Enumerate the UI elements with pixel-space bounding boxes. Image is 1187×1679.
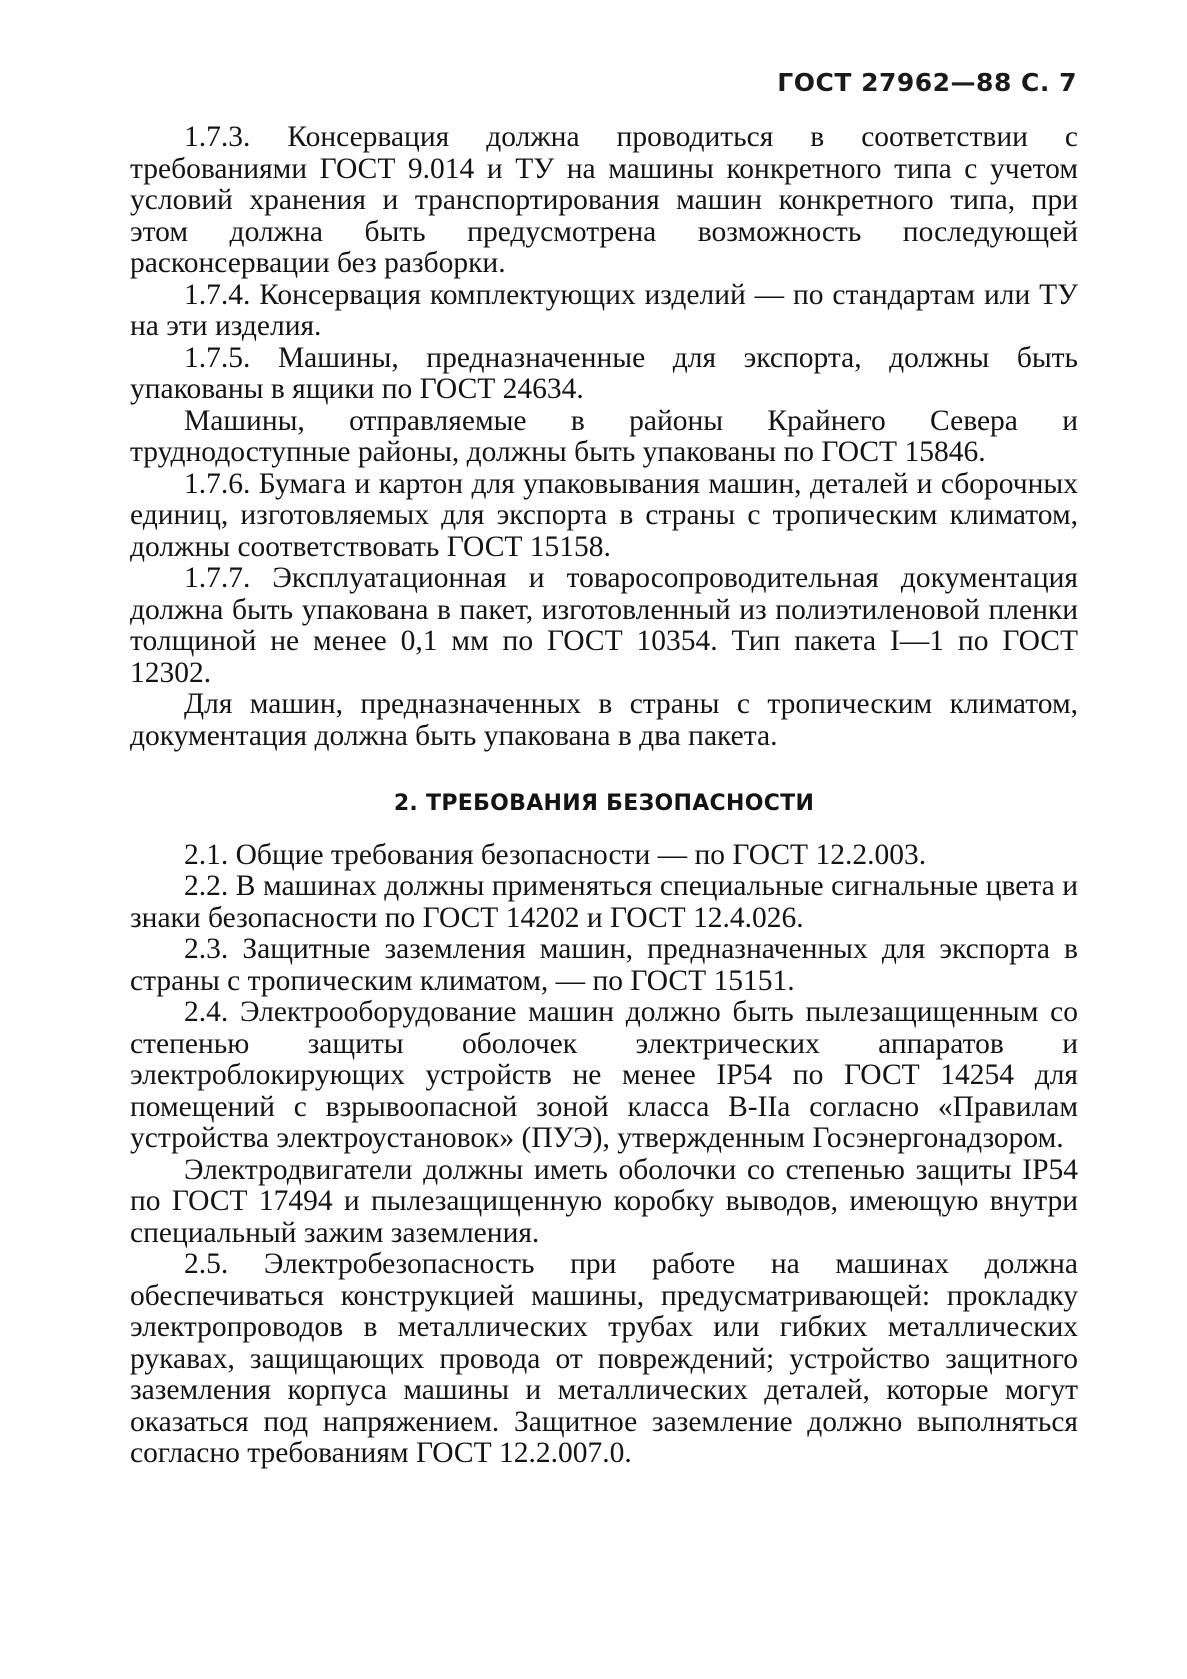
paragraph-motors: Электродвигатели должны иметь оболочки со степенью защиты IP54 по ГОСТ 17494 и пылезащищенную коробку выводов, имеющую внутри специальный зажим заземления. (130, 1153, 1078, 1249)
paragraph-1-7-6: 1.7.6. Бумага и картон для упаковывания машин, деталей и сборочных единиц, изготовляемых для экспорта в страны с тропическим климатом, должны соответствовать ГОСТ 15158. (130, 467, 1078, 563)
paragraph-2-2: 2.2. В машинах должны применяться специальные сигнальные цвета и знаки безопасности по ГОСТ 14202 и ГОСТ 12.4.026. (130, 870, 1078, 934)
paragraph-2-3: 2.3. Защитные заземления машин, предназначенных для экспорта в страны с тропическим климатом, — по ГОСТ 15151. (130, 933, 1078, 997)
paragraph-2-4: 2.4. Электрооборудование машин должно быть пылезащищенным со степенью защиты оболочек электрических аппаратов и электроблокирующих устройств не менее IP54 по ГОСТ 14254 для помещений с взрывоопасной зоной класса В-IIа согласно «Правилам устройства электроустановок» (ПУЭ), утвержденным Госэнергонадзором. (130, 996, 1078, 1154)
document-body (130, 122, 1078, 1470)
paragraph-1-7-7: 1.7.7. Эксплуатационная и товаросопроводительная документация должна быть упакована в пакет, изготовленный из полиэтиленовой пленки толщиной не менее 0,1 мм по ГОСТ 10354. Тип пакета I—1 по ГОСТ 12302. (130, 562, 1078, 689)
paragraph-1-7-3: 1.7.3. Консервация должна проводиться в соответствии с требованиями ГОСТ 9.014 и ТУ на машины конкретного типа с учетом условий хранения и транспортирования машин конкретного типа, при этом должна быть предусмотрена возможность последующей расконсервации без разборки. (130, 121, 1078, 279)
paragraph-2-1: 2.1. Общие требования безопасности — по ГОСТ 12.2.003. (184, 838, 927, 871)
section-heading-safety: 2. ТРЕБОВАНИЯ БЕЗОПАСНОСТИ (393, 791, 815, 816)
paragraph-tropical-docs: Для машин, предназначенных в страны с тропическим климатом, документация должна быть упакована в два пакета. (130, 688, 1078, 752)
paragraph-1-7-4: 1.7.4. Консервация комплектующих изделий — по стандартам или ТУ на эти изделия. (130, 278, 1078, 342)
paragraph-2-5: 2.5. Электробезопасность при работе на машинах должна обеспечиваться конструкцией машины, предусматривающей: прокладку электропроводов в металлических трубах или гибких металлических рукавах, защищающих провода от повреждений; устройство защитного заземления корпуса машины и металлических деталей, которые могут оказаться под напряжением. Защитное заземление должно выполняться согласно требованиям ГОСТ 12.2.007.0. (130, 1248, 1078, 1469)
running-header: ГОСТ 27962—88 С. 7 (777, 68, 1077, 97)
paragraph-far-north: Машины, отправляемые в районы Крайнего Севера и труднодоступные районы, должны быть упакованы по ГОСТ 15846. (130, 404, 1078, 468)
paragraph-1-7-5: 1.7.5. Машины, предназначенные для экспорта, должны быть упакованы в ящики по ГОСТ 24634. (130, 341, 1078, 405)
